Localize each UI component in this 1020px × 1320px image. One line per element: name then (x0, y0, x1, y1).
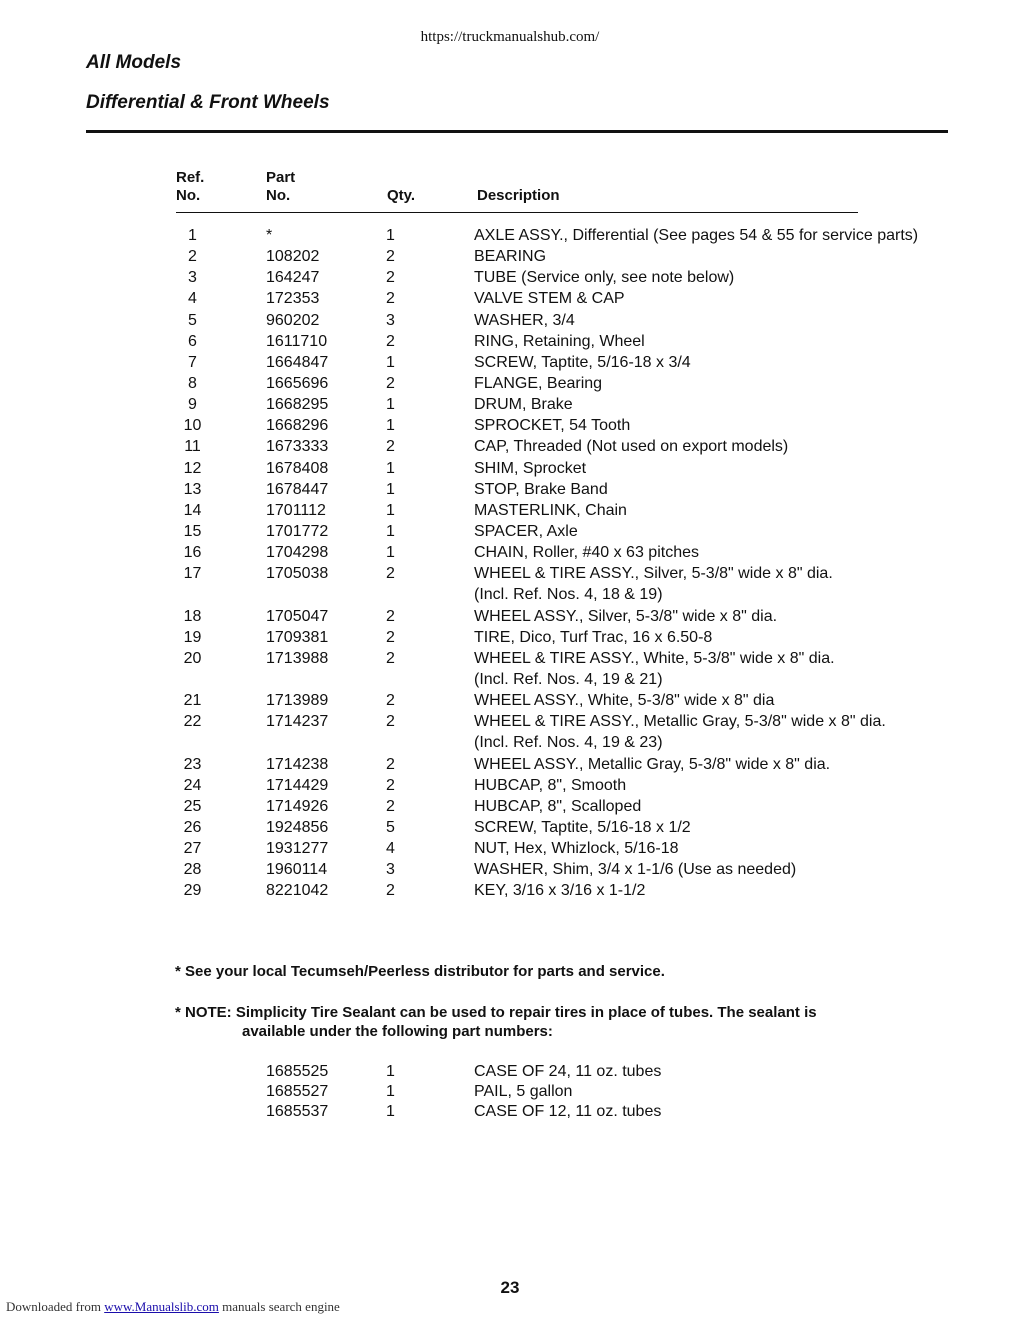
part-no-cell: 1705038 (266, 565, 329, 583)
ref-cell: 5 (188, 311, 197, 329)
sealant-parts-table (0, 1062, 1020, 1122)
part-no-cell: 1713988 (266, 649, 329, 667)
part-no-cell: 1931277 (266, 840, 329, 858)
qty-cell: 4 (386, 840, 395, 858)
table-row (0, 542, 1020, 563)
table-row (0, 627, 1020, 648)
description-cell: KEY, 3/16 x 3/16 x 1-1/2 (474, 882, 646, 900)
description-cell: DRUM, Brake (474, 396, 573, 414)
part-no-cell: 1714926 (266, 797, 329, 815)
table-row (0, 500, 1020, 521)
table-row (0, 458, 1020, 479)
part-no-cell: 1714237 (266, 713, 329, 731)
header-description: Description (477, 187, 560, 204)
description-cell: VALVE STEM & CAP (474, 290, 625, 308)
ref-cell: 16 (183, 544, 202, 562)
ref-cell: 13 (183, 480, 202, 498)
description-cell: HUBCAP, 8", Smooth (474, 776, 627, 794)
description-cell: STOP, Brake Band (474, 480, 608, 498)
ref-cell: 8 (188, 374, 197, 392)
qty-cell: 1 (386, 396, 395, 414)
ref-cell: 17 (183, 565, 202, 583)
footer-suffix: manuals search engine (218, 1299, 340, 1314)
table-row (0, 838, 1020, 859)
ref-cell: 26 (183, 818, 202, 836)
ref-cell: 29 (183, 882, 202, 900)
header-part-line2: No. (266, 187, 291, 204)
part-no-cell: 1924856 (266, 818, 329, 836)
qty-cell: 2 (386, 882, 395, 900)
ref-cell: 1 (188, 227, 197, 244)
part-no-cell: 1685537 (266, 1103, 329, 1120)
qty-cell: 2 (386, 755, 395, 773)
table-row (0, 415, 1020, 436)
download-footer (6, 1299, 340, 1315)
qty-cell: 3 (386, 861, 395, 879)
description-cell: (Incl. Ref. Nos. 4, 18 & 19) (474, 586, 663, 604)
source-url: https://truckmanualshub.com/ (420, 29, 600, 45)
part-no-cell: * (266, 227, 273, 244)
part-no-cell: 1960114 (266, 861, 328, 879)
ref-cell: 28 (183, 861, 202, 879)
description-cell: SPROCKET, 54 Tooth (474, 417, 631, 435)
part-no-cell: 1668296 (266, 417, 329, 435)
qty-cell: 2 (386, 269, 395, 287)
table-row (0, 310, 1020, 331)
parts-table (0, 225, 1020, 902)
qty-cell: 2 (386, 438, 395, 456)
header-qty: Qty. (387, 187, 416, 204)
qty-cell: 2 (386, 628, 395, 646)
part-no-cell: 164247 (266, 269, 320, 287)
table-row (0, 859, 1020, 880)
description-cell: TIRE, Dico, Turf Trac, 16 x 6.50-8 (474, 628, 713, 646)
qty-cell: 2 (386, 692, 395, 710)
ref-cell: 6 (188, 332, 197, 350)
qty-cell: 2 (386, 565, 395, 583)
ref-cell: 19 (183, 628, 202, 646)
table-row (0, 563, 1020, 605)
footer-prefix: Downloaded from (6, 1299, 105, 1314)
table-row (0, 606, 1020, 627)
part-no-cell: 1701772 (266, 522, 329, 540)
ref-cell: 25 (183, 797, 202, 815)
part-no-cell: 1701112 (266, 501, 326, 519)
table-row (0, 288, 1020, 309)
qty-cell: 1 (386, 1063, 395, 1080)
table-row (0, 479, 1020, 500)
part-no-cell: 1714238 (266, 755, 329, 773)
qty-cell: 1 (386, 227, 395, 244)
ref-cell: 23 (183, 755, 202, 773)
header-ref-no (176, 169, 204, 205)
description-cell: WHEEL ASSY., Metallic Gray, 5-3/8" wide x 8" dia. (474, 755, 831, 773)
part-no-cell: 1709381 (266, 628, 329, 646)
table-row (0, 331, 1020, 352)
page-number: 23 (500, 1278, 520, 1297)
sealant-row (0, 1102, 1020, 1122)
table-row (0, 817, 1020, 838)
description-cell: TUBE (Service only, see note below) (474, 269, 735, 287)
part-no-cell: 1665696 (266, 374, 329, 392)
qty-cell: 2 (386, 649, 395, 667)
qty-cell: 1 (386, 417, 395, 435)
page-title: All Models (86, 52, 182, 73)
description-cell: (Incl. Ref. Nos. 4, 19 & 23) (474, 734, 663, 752)
part-no-cell: 8221042 (266, 882, 329, 900)
part-no-cell: 1685527 (266, 1083, 329, 1100)
part-no-cell: 1673333 (266, 438, 329, 456)
title-rule (86, 130, 948, 133)
description-cell: MASTERLINK, Chain (474, 501, 627, 519)
table-row (0, 352, 1020, 373)
description-cell: RING, Retaining, Wheel (474, 332, 645, 350)
part-no-cell: 1611710 (266, 332, 328, 350)
table-row (0, 880, 1020, 901)
table-row (0, 521, 1020, 542)
description-cell: WHEEL & TIRE ASSY., White, 5-3/8" wide x 8" dia. (474, 649, 835, 667)
description-cell: NUT, Hex, Whizlock, 5/16-18 (474, 840, 679, 858)
part-no-cell: 1704298 (266, 544, 329, 562)
description-cell: WASHER, Shim, 3/4 x 1-1/6 (Use as needed) (474, 861, 797, 879)
part-no-cell: 108202 (266, 248, 320, 266)
part-no-cell: 1678408 (266, 459, 329, 477)
ref-cell: 10 (183, 417, 202, 435)
qty-cell: 1 (386, 544, 395, 562)
header-rule (176, 212, 858, 213)
qty-cell: 1 (386, 522, 395, 540)
qty-cell: 1 (386, 459, 395, 477)
qty-cell: 2 (386, 290, 395, 308)
table-row (0, 648, 1020, 690)
qty-cell: 2 (386, 607, 395, 625)
description-cell: HUBCAP, 8", Scalloped (474, 797, 642, 815)
qty-cell: 1 (386, 501, 395, 519)
table-row (0, 394, 1020, 415)
ref-cell: 7 (188, 353, 197, 371)
description-cell: CASE OF 24, 11 oz. tubes (474, 1063, 662, 1080)
description-cell: (Incl. Ref. Nos. 4, 19 & 21) (474, 670, 663, 688)
description-cell: CAP, Threaded (Not used on export models) (474, 438, 789, 456)
part-no-cell: 1714429 (266, 776, 329, 794)
ref-cell: 20 (183, 649, 202, 667)
manualslib-link[interactable]: www.Manualslib.com (104, 1299, 219, 1314)
ref-cell: 3 (188, 269, 197, 287)
sealant-row (0, 1082, 1020, 1102)
description-cell: SPACER, Axle (474, 522, 578, 540)
ref-cell: 22 (183, 713, 202, 731)
qty-cell: 3 (386, 311, 395, 329)
ref-cell: 15 (183, 522, 202, 540)
table-row (0, 775, 1020, 796)
part-no-cell: 960202 (266, 311, 320, 329)
table-row (0, 754, 1020, 775)
part-no-cell: 1678447 (266, 480, 329, 498)
part-no-cell: 1685525 (266, 1063, 329, 1080)
qty-cell: 2 (386, 776, 395, 794)
part-no-cell: 172353 (266, 290, 320, 308)
ref-cell: 14 (183, 501, 202, 519)
description-cell: PAIL, 5 gallon (474, 1083, 573, 1100)
ref-cell: 24 (183, 776, 202, 794)
description-cell: BEARING (474, 248, 547, 266)
qty-cell: 1 (386, 1103, 395, 1120)
header-part-line1: Part (266, 169, 296, 186)
ref-cell: 18 (183, 607, 202, 625)
qty-cell: 1 (386, 1083, 395, 1100)
qty-cell: 2 (386, 713, 395, 731)
ref-cell: 4 (188, 290, 197, 308)
ref-cell: 12 (183, 459, 202, 477)
description-cell: WHEEL & TIRE ASSY., Metallic Gray, 5-3/8" wide x 8" dia. (474, 713, 886, 731)
table-row (0, 711, 1020, 753)
header-part-no (266, 169, 295, 205)
part-no-cell: 1705047 (266, 607, 329, 625)
table-row (0, 246, 1020, 267)
description-cell: WHEEL & TIRE ASSY., Silver, 5-3/8" wide x 8" dia. (474, 565, 833, 583)
qty-cell: 5 (386, 818, 395, 836)
ref-cell: 11 (184, 438, 201, 456)
qty-cell: 2 (386, 332, 395, 350)
description-cell: WASHER, 3/4 (474, 311, 575, 329)
ref-cell: 9 (188, 396, 197, 414)
description-cell: SCREW, Taptite, 5/16-18 x 1/2 (474, 818, 691, 836)
table-row (0, 373, 1020, 394)
description-cell: CHAIN, Roller, #40 x 63 pitches (474, 544, 699, 562)
sealant-row (0, 1062, 1020, 1082)
description-cell: FLANGE, Bearing (474, 374, 603, 392)
description-cell: SCREW, Taptite, 5/16-18 x 3/4 (474, 353, 691, 371)
qty-cell: 1 (386, 480, 395, 498)
table-row (0, 796, 1020, 817)
qty-cell: 2 (386, 797, 395, 815)
description-cell: CASE OF 12, 11 oz. tubes (474, 1103, 662, 1120)
description-cell: WHEEL ASSY., Silver, 5-3/8" wide x 8" dia. (474, 607, 778, 625)
table-row (0, 436, 1020, 457)
header-ref-line2: No. (176, 187, 201, 204)
description-cell: SHIM, Sprocket (474, 459, 587, 477)
ref-cell: 21 (183, 692, 202, 710)
description-cell: AXLE ASSY., Differential (See pages 54 & 55 for service parts) (474, 227, 919, 244)
qty-cell: 1 (386, 353, 395, 371)
sealant-note-line1: * NOTE: Simplicity Tire Sealant can be used to repair tires in place of tubes. The sealant is (175, 1004, 817, 1021)
table-row (0, 267, 1020, 288)
ref-cell: 2 (188, 248, 197, 266)
distributor-note: * See your local Tecumseh/Peerless distributor for parts and service. (175, 963, 665, 980)
part-no-cell: 1668295 (266, 396, 329, 414)
table-row (0, 690, 1020, 711)
qty-cell: 2 (386, 248, 395, 266)
section-title: Differential & Front Wheels (86, 92, 330, 113)
header-ref-line1: Ref. (176, 169, 205, 186)
part-no-cell: 1713989 (266, 692, 329, 710)
ref-cell: 27 (183, 840, 202, 858)
table-row (0, 225, 1020, 246)
part-no-cell: 1664847 (266, 353, 329, 371)
qty-cell: 2 (386, 374, 395, 392)
sealant-note-line2: available under the following part numbers: (242, 1023, 553, 1040)
description-cell: WHEEL ASSY., White, 5-3/8" wide x 8" dia (474, 692, 775, 710)
